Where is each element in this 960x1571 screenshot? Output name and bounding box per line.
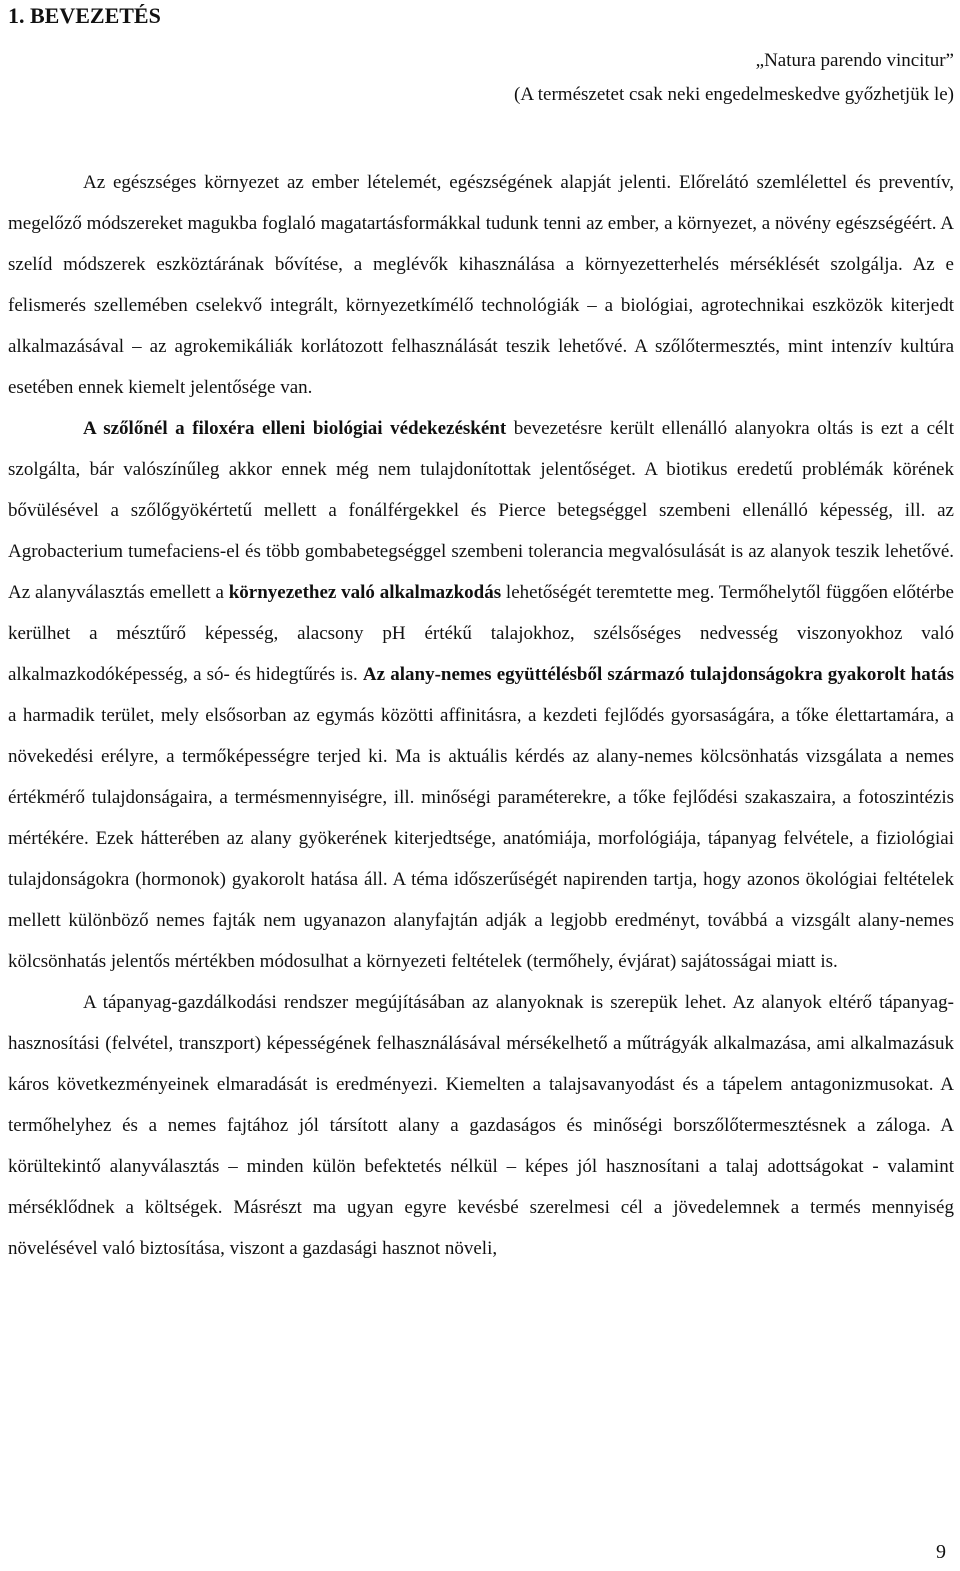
text-run: bevezetésre került ellenálló alanyokra oltás is ezt a célt szolgálta, bár valószínűleg akkor ennek még nem tulajdonítottak jelentőséget. A biotikus eredetű problémák körének bővülésével a szőlőgyökértetű mellett a fonálférgekkel és Pierce betegséggel szembeni ellenálló képesség, ill. az Agrobacterium tumefaciens-el és több gombabetegséggel szembeni tolerancia megvalósulását is az alanyok teszik lehetővé. Az alanyválasztás emellett a xyxy=(8,418,954,603)
paragraph-1 xyxy=(8,162,954,408)
motto xyxy=(514,44,954,112)
text-run: A tápanyag-gazdálkodási rendszer megújításában az alanyoknak is szerepük lehet. Az alanyok eltérő tápanyag-hasznosítási (felvétel, transzport) képességének felhasználásával mérsékelhető a műtrágyák alkalmazása, ami alkalmazásuk káros következményeinek elmaradását is eredményezi. Kiemelten a talajsavanyodást és a tápelem antagonizmusokat. A termőhelyhez és a nemes fajtához jól társított alany a gazdaságos és minőségi borszőlőtermesztésnek a záloga. A körültekintő alanyválasztás – minden külön befektetés nélkül – képes jól hasznosítani a talaj adottságokat - valamint mérséklődnek a költségek. Másrészt ma ugyan egyre kevésbé szerelmesi cél a jövedelemnek a termés mennyiség növelésével való biztosítása, viszont a gazdasági hasznot növeli, xyxy=(8,992,954,1259)
text-run: lehetőségét teremtette meg. Termőhelytől függően előtérbe kerülhet a mésztűrő képesség, alacsony pH értékű talajokhoz, szélsőséges nedvesség viszonyokhoz való alkalmazkodóképesség, a só- és hidegtűrés is. xyxy=(8,582,954,685)
paragraph-3 xyxy=(8,982,954,1269)
bold-run: Az alany-nemes együttélésből származó tulajdonságokra gyakorolt hatás xyxy=(362,664,954,685)
paragraph-2 xyxy=(8,408,954,982)
motto-translation: (A természetet csak neki engedelmeskedve győzhetjük le) xyxy=(514,84,954,105)
text-run: a harmadik terület, mely elsősorban az egymás közötti affinitásra, a kezdeti fejlődés gyorsaságára, a tőke élettartamára, a növekedési erélyre, a termőképességre terjed ki. Ma is aktuális kérdés az alany-nemes kölcsönhatás vizsgálata a nemes értékmérő tulajdonságaira, a termésmennyiségre, ill. minőségi paraméterekre, a tőke fejlődési szakaszaira, a fotoszintézis mértékére. Ezek hátterében az alany gyökerének kiterjedtsége, anatómiája, morfológiája, tápanyag felvétele, a fiziológiai tulajdonságokra (hormonok) gyakorolt hatása áll. A téma időszerűségét napirenden tartja, hogy azonos ökológiai feltételek mellett különböző nemes fajták nem ugyanazon alanyfajtán adják a legjobb eredményt, továbbá a vizsgált alany-nemes kölcsönhatás jelentős mértékben módosulhat a környezeti feltételek (termőhely, évjárat) sajátosságai miatt is. xyxy=(8,705,954,972)
bold-run: A szőlőnél a filoxéra elleni biológiai védekezésként xyxy=(83,418,507,439)
chapter-heading: 1. BEVEZETÉS xyxy=(8,3,161,28)
text-run: Az egészséges környezet az ember lételemét, egészségének alapját jelenti. Előrelátó szemlélettel és preventív, megelőző módszereket magukba foglaló magatartásformákkal tudunk tenni az ember, a környezet, a növény egészségéért. A szelíd módszerek eszköztárának bővítése, a meglévők kihasználása a környezetterhelés mérséklését szolgálja. Az e felismerés szellemében cselekvő integrált, környezetkímélő technológiák – a biológiai, agrotechnikai eszközök kiterjedt alkalmazásával – az agrokemikáliák korlátozott felhasználását teszik lehetővé. A szőlőtermesztés, mint intenzív kultúra esetében ennek kiemelt jelentősége van. xyxy=(8,172,954,398)
page-number: 9 xyxy=(936,1541,946,1563)
motto-latin: „Natura parendo vincitur” xyxy=(755,50,954,71)
bold-run: környezethez való alkalmazkodás xyxy=(228,582,502,603)
body-text xyxy=(8,162,954,1269)
